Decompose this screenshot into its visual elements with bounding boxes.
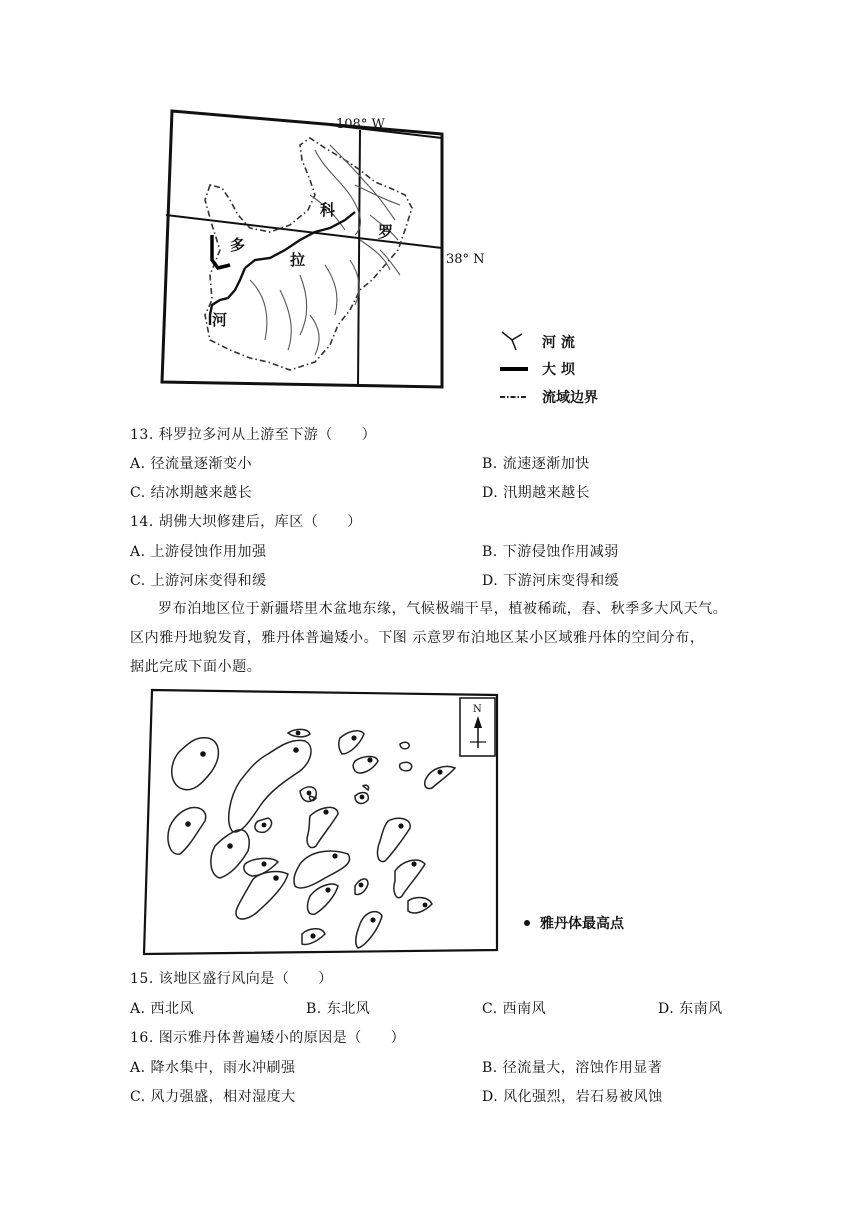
q15-stem: 15. 该地区盛行风向是（ ）: [130, 971, 333, 987]
river-label-ke: 科: [320, 201, 336, 219]
legend-boundary-text: 流域边界: [542, 390, 598, 406]
q16-stem: 16. 图示雅丹体普遍矮小的原因是（ ）: [130, 1030, 406, 1046]
river-label-la: 拉: [290, 251, 306, 269]
map1-legend: [500, 332, 598, 406]
q16-option-c[interactable]: C. 风力强盛，相对湿度大: [130, 1089, 296, 1105]
q15-option-a[interactable]: A. 西北风: [130, 1001, 195, 1017]
passage-line-1: 罗布泊地区位于新疆塔里木盆地东缘，气候极端干旱，植被稀疏，春、秋季多大风天气。: [158, 601, 728, 617]
latitude-label: 38° N: [446, 252, 485, 267]
q15-option-c[interactable]: C. 西南风: [482, 1001, 547, 1017]
q13-option-d[interactable]: D. 汛期越来越长: [482, 485, 591, 501]
q16-option-d[interactable]: D. 风化强烈，岩石易被风蚀: [482, 1089, 663, 1105]
river-label-luo: 罗: [378, 223, 394, 241]
north-arrow: [460, 698, 495, 756]
map-frame: [162, 111, 442, 387]
q16-option-b[interactable]: B. 径流量大，溶蚀作用显著: [482, 1060, 663, 1076]
longitude-label: 108° W: [336, 117, 385, 132]
map2-frame: [144, 690, 497, 954]
legend-dam-text: 大 坝: [542, 362, 575, 378]
q13-option-a[interactable]: A. 径流量逐渐变小: [130, 456, 253, 472]
north-label: N: [473, 704, 482, 715]
q15-option-d[interactable]: D. 东南风: [658, 1001, 723, 1017]
hoover-dam: [212, 235, 230, 268]
q16-option-a[interactable]: A. 降水集中，雨水冲刷强: [130, 1060, 296, 1076]
colorado-basin-map: [150, 100, 630, 415]
river-label-he: 河: [212, 311, 228, 329]
tributaries: [250, 145, 400, 355]
q14-option-c[interactable]: C. 上游河床变得和缓: [130, 573, 267, 589]
q15-option-b[interactable]: B. 东北风: [306, 1001, 371, 1017]
legend-highest-point-text: 雅丹体最高点: [540, 916, 624, 932]
q13-option-b[interactable]: B. 流速逐渐加快: [482, 456, 590, 472]
q14-stem: 14. 胡佛大坝修建后，库区（ ）: [130, 514, 362, 530]
q14-option-b[interactable]: B. 下游侵蚀作用减弱: [482, 544, 619, 560]
basin-boundary: [205, 138, 412, 370]
legend-river-text: 河 流: [542, 335, 575, 351]
q13-stem: 13. 科罗拉多河从上游至下游（ ）: [130, 427, 377, 443]
river-icon: [502, 332, 522, 350]
q14-option-a[interactable]: A. 上游侵蚀作用加强: [130, 544, 267, 560]
yardang-map: [140, 686, 660, 961]
q13-option-c[interactable]: C. 结冰期越来越长: [130, 485, 253, 501]
passage-line-2: 区内雅丹地貌发育，雅丹体普遍矮小。下图 示意罗布泊地区某小区域雅丹体的空间分布，: [130, 630, 705, 646]
q14-option-d[interactable]: D. 下游河床变得和缓: [482, 573, 620, 589]
yardang-bodies: [168, 729, 455, 948]
passage-line-3: 据此完成下面小题。: [130, 659, 262, 675]
river-label-duo: 多: [230, 236, 246, 254]
highest-point-icon: [524, 920, 530, 926]
